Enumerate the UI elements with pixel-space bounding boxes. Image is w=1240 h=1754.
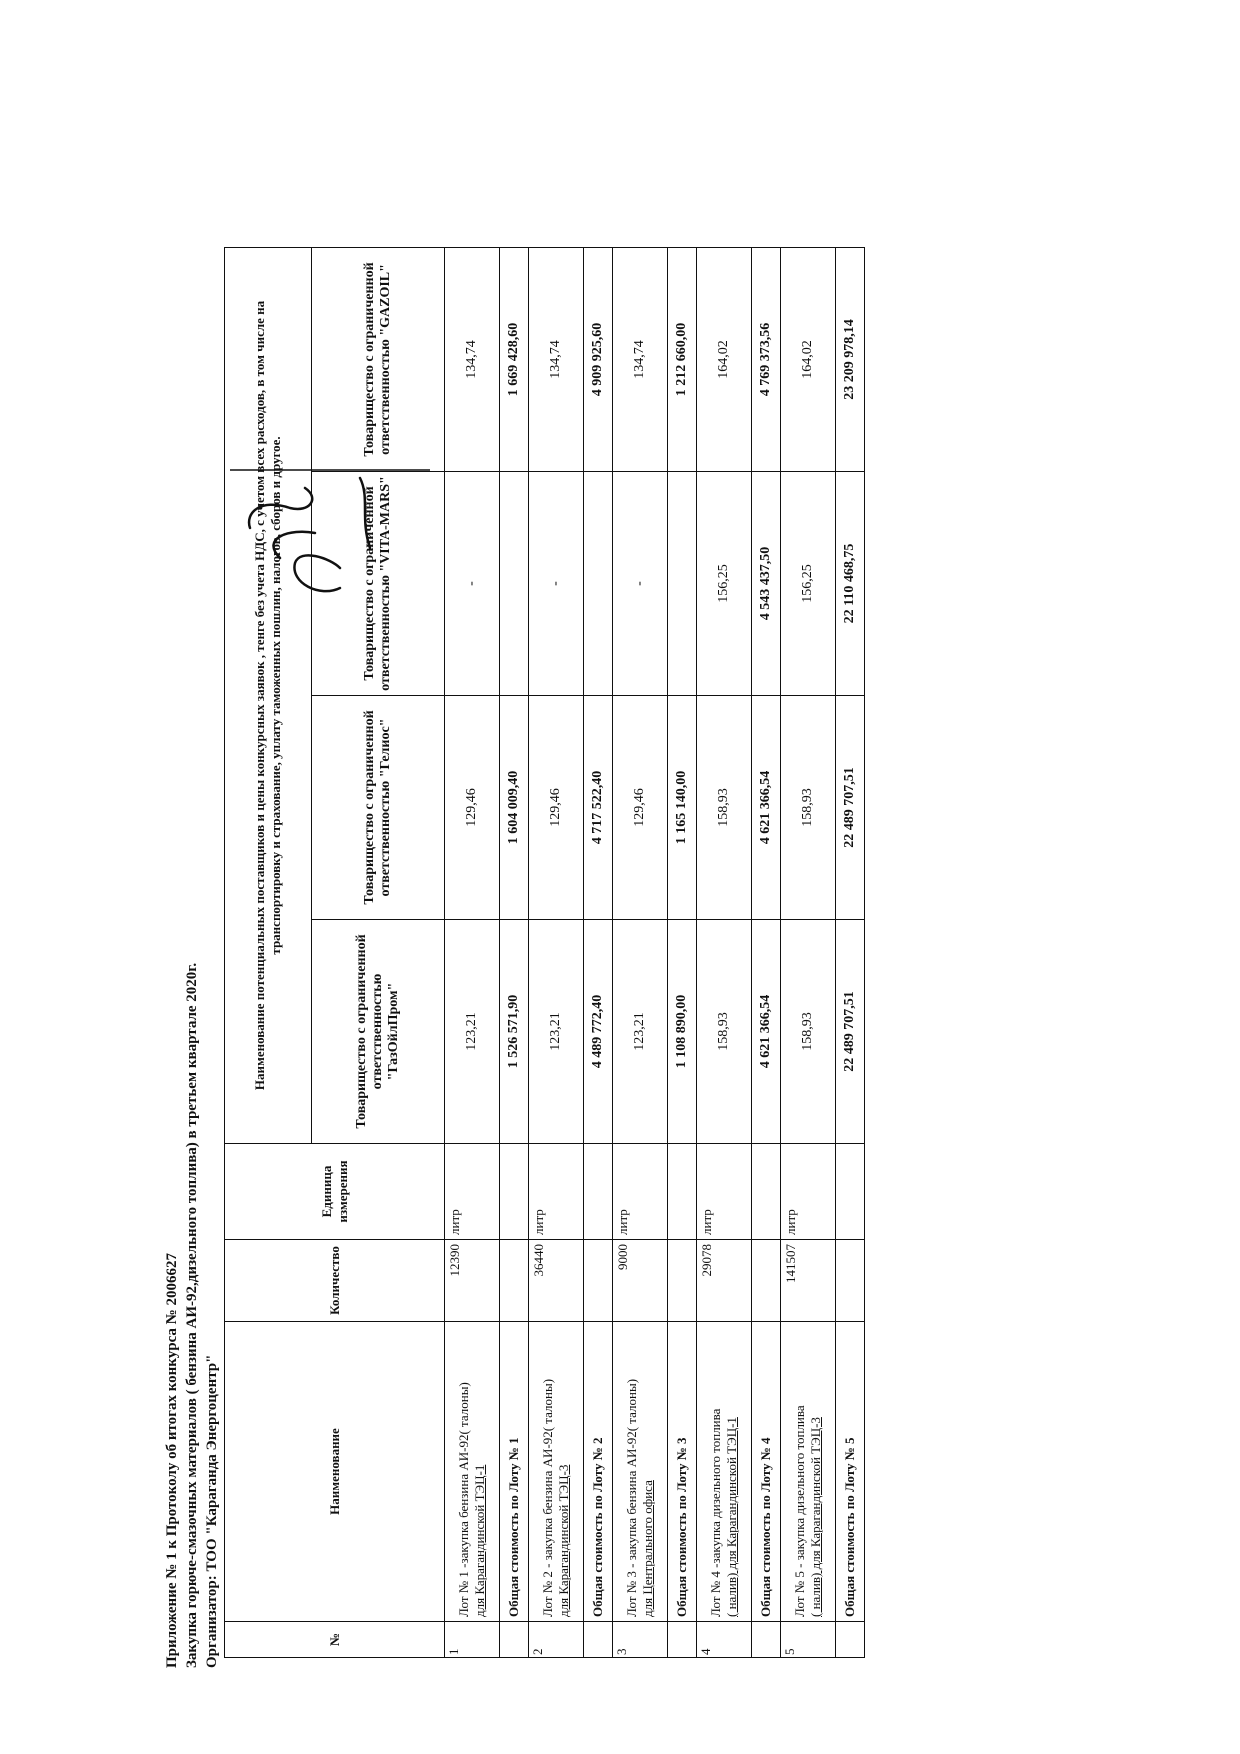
lot-quantity: 12390 bbox=[445, 1240, 500, 1322]
lot-total-cell: 1 108 890,00 bbox=[668, 920, 697, 1144]
lot-name-line1: Лот № 4 -закупка дизельного топлива bbox=[708, 1408, 723, 1617]
lot-quantity: 141507 bbox=[781, 1240, 836, 1322]
lot-number: 4 bbox=[697, 1622, 752, 1658]
empty-cell bbox=[584, 1144, 613, 1240]
empty-cell bbox=[752, 1622, 781, 1658]
unit-price-cell: - bbox=[529, 472, 584, 696]
lot-unit: литр bbox=[529, 1144, 584, 1240]
lot-total-cell bbox=[668, 472, 697, 696]
col-header-suppliers-group: Наименование потенциальных поставщиков и цены конкурсных заявок , тенге без учета НДС, с учетом всех расходов, в том числе на транспортировку и страхование, уплату таможенных пошлин, налогов, сборов и другое. bbox=[225, 247, 312, 1143]
handwritten-signature bbox=[220, 458, 440, 608]
lot-total-label: Общая стоимость по Лоту № 1 bbox=[500, 1322, 529, 1622]
lot-total-label: Общая стоимость по Лоту № 3 bbox=[668, 1322, 697, 1622]
unit-price-cell: 123,21 bbox=[445, 920, 500, 1144]
table-body bbox=[445, 247, 865, 1657]
lot-name-line2: ( налив) для Карагандинской ТЭЦ-3 bbox=[808, 1417, 823, 1617]
lot-total-cell: 4 621 366,54 bbox=[752, 696, 781, 920]
col-header-supplier-gelios: Товарищество с ограниченной ответственностью "Гелиос" bbox=[312, 696, 445, 920]
unit-price-cell: - bbox=[445, 472, 500, 696]
col-header-supplier-gazoilprom: Товарищество с ограниченной ответственностью "ГазОйлПром" bbox=[312, 920, 445, 1144]
unit-price-cell: 164,02 bbox=[697, 247, 752, 471]
lot-unit: литр bbox=[781, 1144, 836, 1240]
lot-name-line2: для Центрального офиса bbox=[640, 1480, 655, 1617]
lot-total-label: Общая стоимость по Лоту № 2 bbox=[584, 1322, 613, 1622]
lot-total-cell bbox=[584, 472, 613, 696]
lot-name-line2-wrap bbox=[808, 1326, 824, 1617]
lot-total-cell: 23 209 978,14 bbox=[836, 247, 865, 471]
table-row bbox=[445, 247, 500, 1657]
lot-total-cell: 1 604 009,40 bbox=[500, 696, 529, 920]
unit-price-cell: 134,74 bbox=[445, 247, 500, 471]
lot-name bbox=[781, 1322, 836, 1622]
lot-unit: литр bbox=[697, 1144, 752, 1240]
lot-total-cell: 1 165 140,00 bbox=[668, 696, 697, 920]
rotated-document bbox=[160, 148, 1240, 1668]
unit-price-cell: 156,25 bbox=[697, 472, 752, 696]
lot-total-cell: 4 909 925,60 bbox=[584, 247, 613, 471]
lot-name-line2-wrap bbox=[556, 1326, 572, 1617]
unit-price-cell: 134,74 bbox=[529, 247, 584, 471]
table-row-total bbox=[668, 247, 697, 1657]
lot-name-line1: Лот № 2 - закупка бензина АИ-92( талоны) bbox=[540, 1378, 555, 1617]
lot-total-cell: 1 212 660,00 bbox=[668, 247, 697, 471]
unit-price-cell: 129,46 bbox=[445, 696, 500, 920]
empty-cell bbox=[668, 1622, 697, 1658]
table-row bbox=[697, 247, 752, 1657]
empty-cell bbox=[500, 1144, 529, 1240]
lot-name-line2: для Карагандинской ТЭЦ-1 bbox=[472, 1464, 487, 1617]
lot-name-line2-wrap bbox=[472, 1326, 488, 1617]
lot-total-cell: 22 110 468,75 bbox=[836, 472, 865, 696]
lot-total-cell: 4 489 772,40 bbox=[584, 920, 613, 1144]
lot-total-cell: 4 717 522,40 bbox=[584, 696, 613, 920]
lot-name-line2: ( налив) для Карагандинской ТЭЦ-1 bbox=[724, 1417, 739, 1617]
lot-total-label: Общая стоимость по Лоту № 4 bbox=[752, 1322, 781, 1622]
lot-number: 3 bbox=[613, 1622, 668, 1658]
unit-price-cell: 158,93 bbox=[697, 920, 752, 1144]
unit-price-cell: 164,02 bbox=[781, 247, 836, 471]
table-row bbox=[613, 247, 668, 1657]
col-header-qty: Количество bbox=[225, 1240, 445, 1322]
col-header-name: Наименование bbox=[225, 1322, 445, 1622]
document-title: Приложение № 1 к Протоколу об итогах конкурса № 2006627 bbox=[164, 1253, 180, 1668]
empty-cell bbox=[836, 1144, 865, 1240]
lot-unit: литр bbox=[445, 1144, 500, 1240]
lot-name bbox=[613, 1322, 668, 1622]
empty-cell bbox=[584, 1240, 613, 1322]
lot-name-line1: Лот № 1 -закупка бензина АИ-92( талоны) bbox=[456, 1382, 471, 1617]
lot-quantity: 36440 bbox=[529, 1240, 584, 1322]
col-header-no: № bbox=[225, 1622, 445, 1658]
unit-price-cell: 129,46 bbox=[613, 696, 668, 920]
col-header-supplier-gazoil: Товарищество с ограниченной ответственностью "GAZOIL" bbox=[312, 247, 445, 471]
unit-price-cell: 156,25 bbox=[781, 472, 836, 696]
lot-name-line1: Лот № 5 - закупка дизельного топлива bbox=[792, 1405, 807, 1617]
empty-cell bbox=[668, 1240, 697, 1322]
empty-cell bbox=[836, 1622, 865, 1658]
table-row-total bbox=[584, 247, 613, 1657]
table-row-total bbox=[836, 247, 865, 1657]
unit-price-cell: 129,46 bbox=[529, 696, 584, 920]
unit-price-cell: 134,74 bbox=[613, 247, 668, 471]
lot-total-cell bbox=[500, 472, 529, 696]
lot-number: 2 bbox=[529, 1622, 584, 1658]
empty-cell bbox=[836, 1240, 865, 1322]
lot-total-cell: 4 621 366,54 bbox=[752, 920, 781, 1144]
lot-name-line2-wrap bbox=[724, 1326, 740, 1617]
lot-quantity: 29078 bbox=[697, 1240, 752, 1322]
table-row-total bbox=[752, 247, 781, 1657]
unit-price-cell: - bbox=[613, 472, 668, 696]
lot-number: 5 bbox=[781, 1622, 836, 1658]
unit-price-cell: 123,21 bbox=[529, 920, 584, 1144]
lot-name bbox=[697, 1322, 752, 1622]
unit-price-cell: 123,21 bbox=[613, 920, 668, 1144]
col-header-supplier-vita-mars: Товарищество с ограниченной ответственностью "VITA-MARS" bbox=[312, 472, 445, 696]
empty-cell bbox=[584, 1622, 613, 1658]
lot-name-line2-wrap bbox=[640, 1326, 656, 1617]
unit-price-cell: 158,93 bbox=[781, 696, 836, 920]
unit-price-cell: 158,93 bbox=[781, 920, 836, 1144]
lot-total-cell: 4 543 437,50 bbox=[752, 472, 781, 696]
lot-total-label: Общая стоимость по Лоту № 5 bbox=[836, 1322, 865, 1622]
empty-cell bbox=[500, 1240, 529, 1322]
organizer-line: Организатор: ТОО "Караганда Энергоцентр" bbox=[204, 1354, 220, 1668]
lot-name bbox=[445, 1322, 500, 1622]
lot-quantity: 9000 bbox=[613, 1240, 668, 1322]
lot-name-line1: Лот № 3 - закупка бензина АИ-92( талоны) bbox=[624, 1378, 639, 1617]
lot-total-cell: 1 669 428,60 bbox=[500, 247, 529, 471]
lot-name bbox=[529, 1322, 584, 1622]
document-subtitle: Закупка горюче-смазочных материалов ( бензина АИ-92,дизельного топлива) в третьем квартале 2020г. bbox=[184, 962, 200, 1668]
table-row-total bbox=[500, 247, 529, 1657]
lot-unit: литр bbox=[613, 1144, 668, 1240]
empty-cell bbox=[752, 1240, 781, 1322]
lot-total-cell: 1 526 571,90 bbox=[500, 920, 529, 1144]
empty-cell bbox=[500, 1622, 529, 1658]
empty-cell bbox=[752, 1144, 781, 1240]
table-row bbox=[781, 247, 836, 1657]
lot-name-line2: для Карагандинской ТЭЦ-3 bbox=[556, 1464, 571, 1617]
table-row bbox=[529, 247, 584, 1657]
empty-cell bbox=[668, 1144, 697, 1240]
unit-price-cell: 158,93 bbox=[697, 696, 752, 920]
lot-number: 1 bbox=[445, 1622, 500, 1658]
lot-total-cell: 22 489 707,51 bbox=[836, 920, 865, 1144]
lot-total-cell: 22 489 707,51 bbox=[836, 696, 865, 920]
col-header-unit: Единица измерения bbox=[225, 1144, 445, 1240]
lot-total-cell: 4 769 373,56 bbox=[752, 247, 781, 471]
